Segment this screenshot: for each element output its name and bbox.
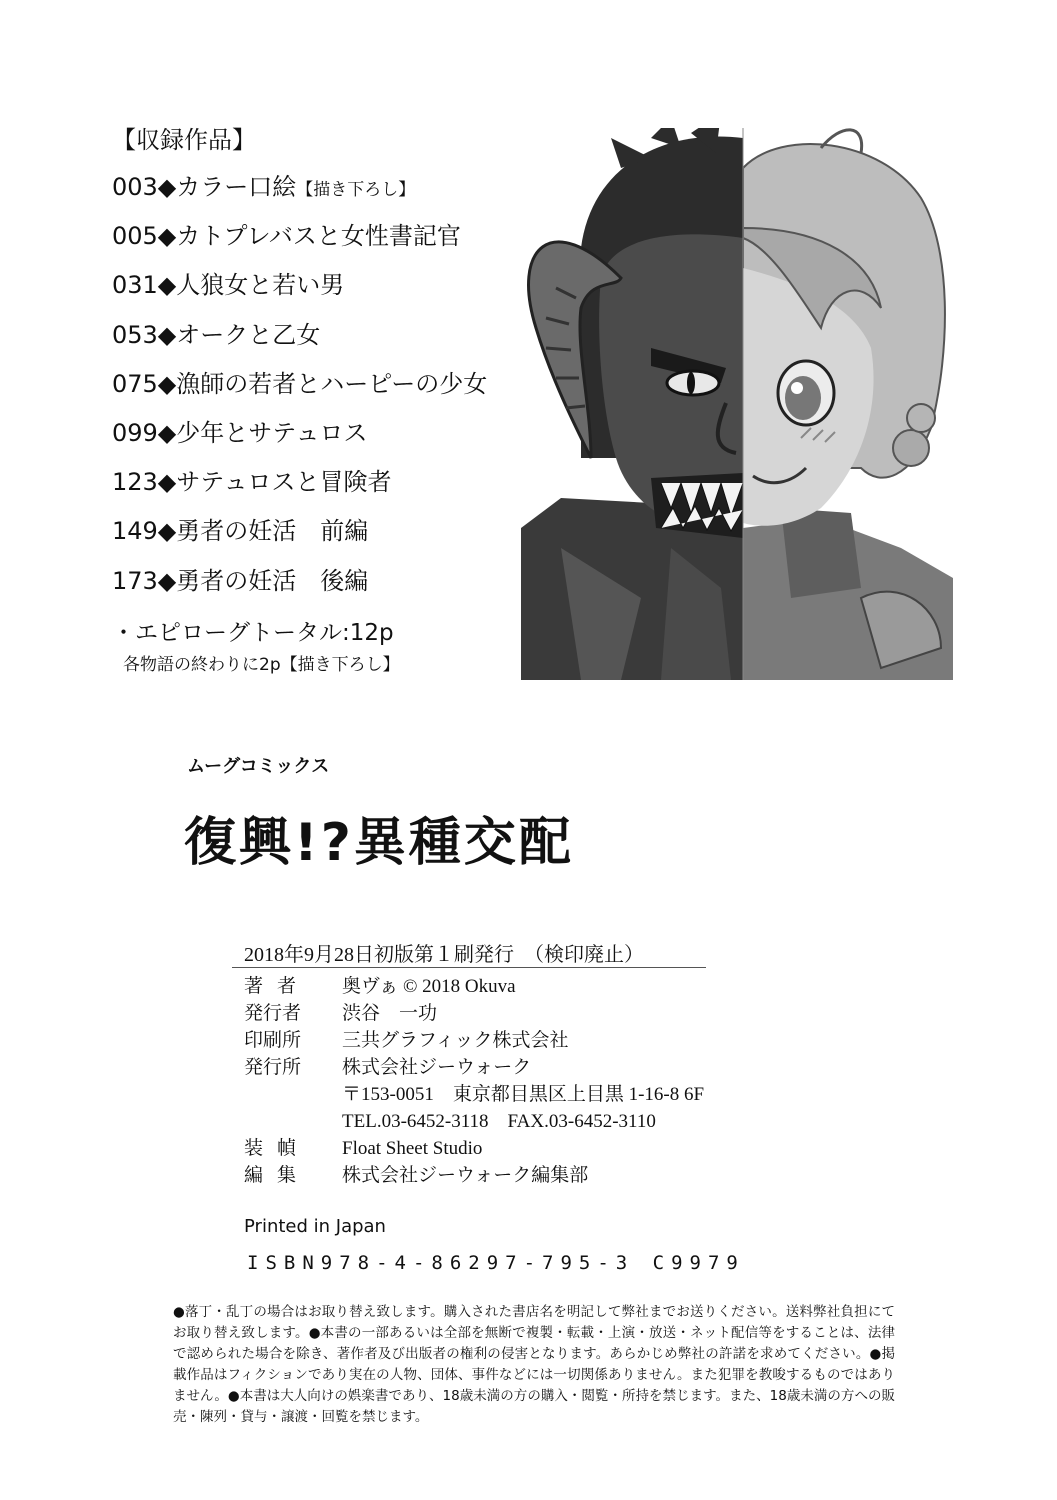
colophon-row <box>244 1056 704 1083</box>
edition-line: 2018年9月28日初版第１刷発行 （検印廃止） <box>244 944 644 966</box>
contents-item <box>112 465 487 514</box>
contents-item-text: 005◆カトプレバスと女性書記官 <box>112 222 461 251</box>
contents-item-text: 031◆人狼女と若い男 <box>112 271 345 300</box>
colophon-key: 著者 <box>244 976 311 997</box>
horned-demon-face-icon <box>521 128 743 680</box>
colophon-row <box>244 1137 704 1164</box>
colophon-key: 編集 <box>244 1165 311 1186</box>
contents-item-text: 099◆少年とサテュロス <box>112 418 368 447</box>
colophon-row <box>244 1164 704 1191</box>
colophon-value: Float Sheet Studio <box>342 1138 483 1159</box>
book-title: 復興!?異種交配 <box>184 813 574 873</box>
contents-item <box>112 367 487 416</box>
isbn: ISBN978-4-86297-795-3 C9979 <box>247 1252 745 1274</box>
legal-notice: ●落丁・乱丁の場合はお取り替え致します。購入された書店名を明記して弊社までお送りください。送料弊社負担にてお取り替え致します。●本書の一部あるいは全部を無断で複製・転載・上演・放送・ネット配信等をすることは、法律で認められた場合を除き、著作者及び出版者の権利の侵害となります。あらかじめ弊社の許諾を求めてください。●掲載作品はフィクションであり実在の人物、団体、事件などには一切関係ありません。また犯罪を教唆するものではありません。●本書は大人向けの娯楽書であり、18歳未満の方の購入・閲覧・所持を禁じます。また、18歳未満の方への販売・陳列・貸与・譲渡・回覧を禁じます。 <box>173 1304 895 1425</box>
colophon-row <box>244 1029 704 1056</box>
colophon-key <box>244 1083 342 1110</box>
contents-item-text: 149◆勇者の妊活 前編 <box>112 517 369 546</box>
contents-item-text: 123◆サテュロスと冒険者 <box>112 468 392 497</box>
colophon-key <box>244 1110 342 1137</box>
contents-item-text: 053◆オークと乙女 <box>112 320 321 349</box>
contents-item-text: 075◆漁師の若者とハーピーの少女 <box>112 369 488 398</box>
publisher-label: ムーグコミックス <box>187 756 330 777</box>
epilogue-total: ・エピローグトータル:12p <box>112 620 394 646</box>
colophon-key: 装幀 <box>244 1138 311 1159</box>
colophon-row <box>244 1110 704 1137</box>
colophon-value: 株式会社ジーウォーク <box>342 1057 532 1078</box>
contents-list <box>112 170 487 613</box>
colophon-value: 三共グラフィック株式会社 <box>342 1030 569 1051</box>
colophon-row <box>244 975 704 1002</box>
colophon-value: 奥ヴぁ © 2018 Okuva <box>342 976 516 997</box>
colophon-row <box>244 1002 704 1029</box>
colophon-value: 株式会社ジーウォーク編集部 <box>342 1165 589 1186</box>
colophon-phone: TEL.03-6452-3118 FAX.03-6452-3110 <box>342 1111 656 1132</box>
colophon-value: 渋谷 一功 <box>342 1003 438 1024</box>
contents-item <box>112 564 487 613</box>
printed-in: Printed in Japan <box>244 1216 386 1237</box>
contents-heading: 【収録作品】 <box>112 126 256 154</box>
colophon-key: 発行者 <box>244 1003 302 1024</box>
contents-item-suffix: 【描き下ろし】 <box>296 180 416 200</box>
curly-haired-girl-face-icon <box>743 128 953 680</box>
divider <box>232 967 706 968</box>
colophon-address: 〒153-0051 東京都目黒区上目黒 1-16-8 6F <box>342 1084 705 1105</box>
contents-item-text: 173◆勇者の妊活 後編 <box>112 566 369 595</box>
contents-item <box>112 170 487 219</box>
epilogue-note: 各物語の終わりに2p【描き下ろし】 <box>123 655 400 675</box>
contents-item-text: 003◆カラー口絵 <box>112 173 297 201</box>
colophon-key: 印刷所 <box>244 1030 302 1051</box>
contents-item <box>112 318 487 367</box>
contents-item <box>112 219 487 268</box>
contents-item <box>112 268 487 317</box>
colophon-key: 発行所 <box>244 1057 302 1078</box>
cover-illustration <box>521 128 953 680</box>
colophon <box>244 975 704 1191</box>
contents-item <box>112 416 487 465</box>
contents-item <box>112 514 487 563</box>
colophon-row <box>244 1083 704 1110</box>
